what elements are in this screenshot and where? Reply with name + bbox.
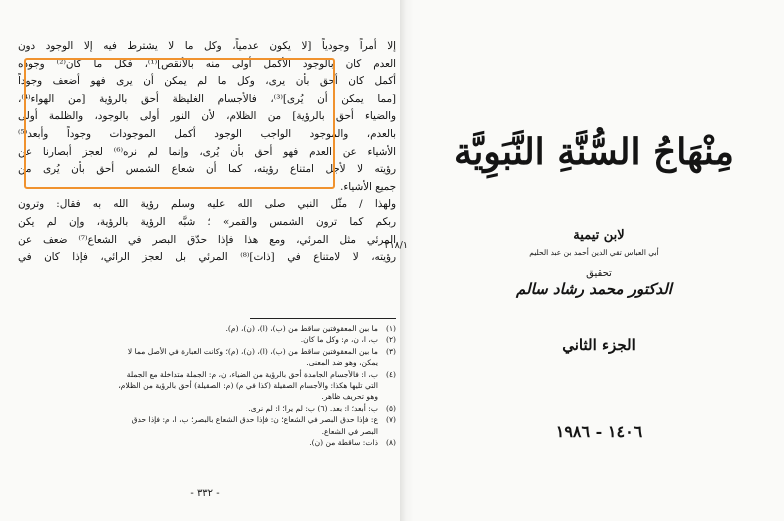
footnote-number: (٢) bbox=[385, 335, 396, 345]
footnote-text: يمكن، وهو ضد المعنى. bbox=[306, 358, 378, 368]
footnote-number: (٥) bbox=[385, 403, 396, 413]
footnote-number: (٣) bbox=[385, 346, 396, 356]
book-title: مِنْهَاجُ السُّنَّةِ النَّبَوِيَّة bbox=[454, 131, 734, 173]
page-number: - ٣٣٢ - bbox=[190, 488, 220, 499]
footnote-text: وهو تحريف ظاهر. bbox=[321, 392, 378, 402]
footnote-text: ب: أبعد؛ ا: بعد. (٦) ب: لم يرا؛ ا: لم نرى. bbox=[248, 403, 378, 413]
text-line: [مما يمكن أن يُرى]⁽³⁾، فالأجسام الغليظة أحق بالرؤية [من الهواء⁽⁴⁾، bbox=[18, 92, 396, 105]
footnote-text: ع: فإذا حدق البصر في الشعاع؛ ن: فإذا حدق الشعاع بالبصر؛ ب، ا، م: فإذا حدق bbox=[131, 415, 378, 425]
footnote-text: ما بين المعقوفتين ساقط من (ب)، (ا)، (ن)، (م)؛ وكانت العبارة في الأصل مما لا bbox=[127, 346, 378, 356]
footnote bbox=[18, 323, 396, 334]
footnote-text: ما بين المعقوفتين ساقط من (ب)، (ا)، (ن)، (م). bbox=[225, 324, 378, 333]
footnote bbox=[18, 391, 396, 402]
body-text bbox=[18, 38, 396, 267]
editor-label: تحقيق bbox=[586, 268, 612, 279]
text-line: الأشياء عن العدم فهو أحق بأن يُرى، وإنما لم نره⁽⁶⁾ لعجز أبصارنا عن bbox=[18, 145, 396, 158]
text-line: أكمل كان أحق بأن يرى، وكل ما لم يمكن أن يرى فهو أضعف وجوداً bbox=[18, 75, 396, 88]
footnote bbox=[18, 426, 396, 437]
right-page bbox=[414, 0, 784, 521]
text-line: إلا أمراً وجودياً [لا يكون عدمياً، وكل ما لا يشترط فيه إلا الوجود دون bbox=[18, 40, 396, 52]
text-line: رؤيته، لا لامتناع في [ذات]⁽⁸⁾ المرئي بل لعجز الرائي، فإذا كان في bbox=[18, 251, 396, 264]
footnote-text: ب، ا: فالأجسام الجامدة أحق بالرؤية من الضياء، ن، م: الجملة متداخلة مع الجملة bbox=[126, 369, 378, 379]
footnote bbox=[18, 380, 396, 391]
footnote bbox=[18, 403, 396, 414]
footnote bbox=[18, 346, 396, 357]
footnote-number: (٨) bbox=[385, 438, 396, 448]
text-line: المرئي مثل المرئي، ومع هذا فإذا حدّق البصر في الشعاع⁽⁷⁾ ضعف عن bbox=[18, 233, 396, 246]
footnote bbox=[18, 369, 396, 380]
footnote bbox=[18, 437, 396, 448]
text-line: والضياء أحق بالرؤية] من الظلام، لأن النور أولى بالوجود، والظلمة أولى bbox=[18, 110, 396, 123]
text-line: جميع الأشياء. bbox=[340, 180, 396, 193]
footnote-text: التي تليها هكذا: والأجسام الصقيلة (كذا في م) (م: الصقيلة) أحق بالرؤية من الظلام، bbox=[118, 381, 378, 391]
text-line: العدم كان بالوجود الأكمل أولى منه بالأنقص]⁽¹⁾، فكل ما كان⁽²⁾ وجوده bbox=[18, 57, 396, 70]
footnote-text: ب، ا، ن، م: وكل ما كان. bbox=[300, 335, 378, 345]
volume-label: الجزء الثاني bbox=[562, 336, 636, 354]
text-line: ولهذا / مثّل النبي صلى الله عليه وسلم رؤية الله به فقال: وترون bbox=[18, 198, 396, 211]
publication-year: ١٤٠٦ - ١٩٨٦ bbox=[555, 422, 643, 441]
footnotes bbox=[18, 323, 396, 448]
footnote-number: (٧) bbox=[385, 415, 396, 425]
footnote-rule bbox=[250, 318, 396, 319]
footnote-number: (٤) bbox=[385, 369, 396, 379]
text-line: ربكم كما ترون الشمس والقمر» ؛ شبَّه الرؤية بالرؤية، وإن لم يكن bbox=[18, 215, 396, 228]
author-full-name: أبي العباس تقي الدين أحمد بن عبد الحليم bbox=[529, 248, 659, 257]
footnote-number: (١) bbox=[385, 324, 396, 333]
text-line: بالعدم، والموجود الواجب الوجود أكمل الموجودات وجوداً وأبعد⁽⁵⁾ bbox=[18, 127, 396, 140]
text-line: رؤيته لا لأجل امتناع رؤيته، كما أن شعاع الشمس أحق بأن يُرى من bbox=[18, 163, 396, 176]
editor-name: الدكتور محمد رشاد سالم bbox=[516, 280, 672, 298]
footnote bbox=[18, 334, 396, 345]
footnote bbox=[18, 414, 396, 425]
footnote-text: البصر في الشعاع. bbox=[321, 426, 378, 436]
author-name: لابن تيمية bbox=[573, 228, 625, 243]
margin-reference: ٢١٨/١ bbox=[384, 240, 408, 251]
footnote bbox=[18, 357, 396, 368]
footnote-text: ذات: ساقطة من (ن). bbox=[309, 438, 378, 448]
